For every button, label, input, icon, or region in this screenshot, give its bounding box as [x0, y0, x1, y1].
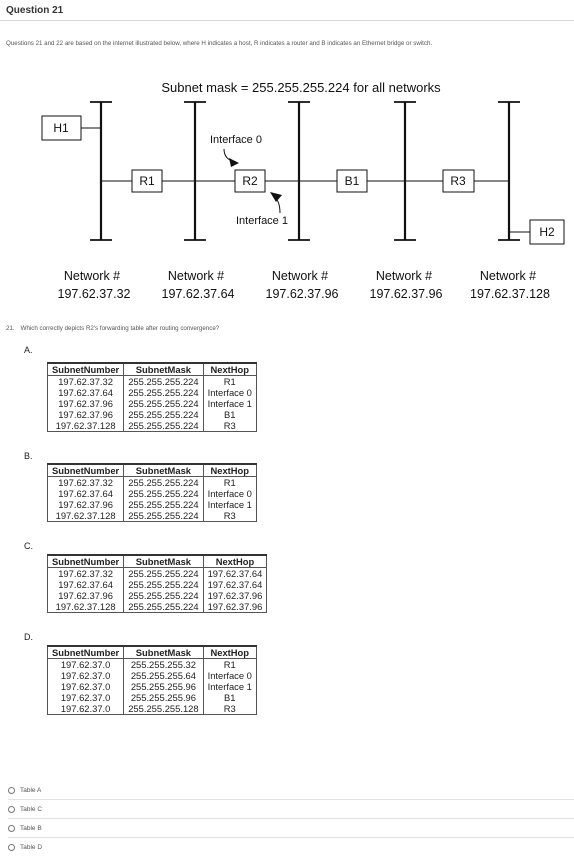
mask-cell: 255.255.255.224 — [124, 499, 203, 510]
table-header: SubnetNumber — [48, 555, 124, 568]
subnet-cell: 197.62.37.96 — [48, 409, 124, 420]
choice-table-d[interactable] — [8, 839, 568, 855]
title-divider — [0, 20, 574, 21]
mask-cell: 255.255.255.224 — [124, 420, 203, 432]
table-header: NextHop — [203, 464, 256, 477]
network-5-label: Network # — [479, 269, 537, 283]
question-intro: Questions 21 and 22 are based on the internet illustrated below, where H indicates a host, R indicates a router and B indicates an Ethernet bridge or switch. — [6, 40, 433, 47]
bridge-b1-label: B1 — [344, 174, 360, 188]
option-c-letter: C. — [24, 541, 33, 551]
interface-1-label: Interface 1 — [236, 215, 288, 227]
network-diagram — [0, 70, 574, 310]
mask-cell: 255.255.255.224 — [124, 398, 203, 409]
table-row — [48, 488, 257, 499]
interface-0-arrowhead — [229, 158, 239, 167]
nexthop-cell: Interface 1 — [207, 398, 252, 409]
table-header: NextHop — [203, 363, 256, 376]
table-header: SubnetMask — [124, 555, 203, 568]
mask-cell: 255.255.255.224 — [124, 568, 203, 580]
subnet-cell: 197.62.37.96 — [48, 398, 124, 409]
table-c — [47, 554, 267, 613]
table-header: SubnetMask — [124, 646, 203, 659]
table-row — [48, 579, 267, 590]
question-title: Question 21 — [6, 5, 64, 16]
option-d-letter: D. — [24, 632, 33, 642]
choice-label: Table D — [20, 843, 43, 851]
mask-cell: 255.255.255.224 — [124, 488, 203, 499]
question-prompt-text: Which correctly depicts R2's forwarding table after routing convergence? — [20, 325, 220, 332]
mask-cell: 255.255.255.224 — [124, 376, 203, 388]
network-2-label: Network # — [167, 269, 225, 283]
nexthop-cell: B1 — [224, 692, 236, 703]
nexthop-cell: B1 — [224, 409, 236, 420]
table-row — [48, 659, 257, 671]
table-row — [48, 398, 257, 409]
mask-cell: 255.255.255.224 — [124, 510, 203, 522]
table-header: SubnetMask — [124, 464, 203, 477]
interface-1-arrowhead — [270, 192, 282, 202]
table-row — [48, 703, 257, 715]
subnet-cell: 197.62.37.96 — [48, 590, 124, 601]
choice-table-b[interactable] — [8, 820, 568, 836]
choice-divider — [8, 837, 574, 838]
network-1-label: Network # — [63, 269, 121, 283]
subnet-cell: 197.62.37.96 — [48, 499, 124, 510]
table-header: NextHop — [203, 555, 267, 568]
subnet-cell: 197.62.37.64 — [48, 488, 124, 499]
choice-label: Table A — [20, 786, 42, 794]
choice-label: Table C — [20, 805, 43, 813]
mask-cell: 255.255.255.32 — [124, 659, 203, 671]
subnet-cell: 197.62.37.64 — [48, 579, 124, 590]
mask-cell: 255.255.255.224 — [124, 477, 203, 489]
mask-cell: 255.255.255.128 — [124, 703, 203, 715]
interface-0-label: Interface 0 — [210, 134, 262, 146]
nexthop-cell: R3 — [223, 703, 236, 714]
nexthop-cell: Interface 1 — [207, 499, 252, 510]
radio-icon[interactable] — [8, 825, 15, 832]
nexthop-cell: R3 — [223, 420, 236, 431]
router-r1-label: R1 — [139, 174, 155, 188]
nexthop-cell: R3 — [223, 510, 236, 521]
subnet-cell: 197.62.37.0 — [48, 703, 124, 715]
nexthop-cell: Interface 0 — [207, 387, 252, 398]
question-prompt — [6, 325, 219, 332]
choice-divider — [8, 799, 574, 800]
table-header: SubnetNumber — [48, 464, 124, 477]
table-row — [48, 376, 257, 388]
radio-icon[interactable] — [8, 806, 15, 813]
network-2-address: 197.62.37.64 — [161, 287, 235, 301]
subnet-cell: 197.62.37.64 — [48, 387, 124, 398]
table-header: SubnetNumber — [48, 646, 124, 659]
nexthop-cell: R1 — [223, 477, 236, 488]
table-row — [48, 590, 267, 601]
table-row — [48, 477, 257, 489]
subnet-cell: 197.62.37.32 — [48, 477, 124, 489]
nexthop-cell: 197.62.37.96 — [207, 590, 263, 601]
network-3-label: Network # — [271, 269, 329, 283]
mask-cell: 255.255.255.64 — [124, 670, 203, 681]
mask-cell: 255.255.255.224 — [124, 387, 203, 398]
nexthop-cell: 197.62.37.64 — [207, 579, 263, 590]
option-a-letter: A. — [24, 345, 33, 355]
choice-label: Table B — [20, 824, 42, 832]
table-row — [48, 692, 257, 703]
table-header: NextHop — [203, 646, 256, 659]
table-row — [48, 409, 257, 420]
nexthop-cell: R1 — [223, 659, 236, 670]
table-header: SubnetNumber — [48, 363, 124, 376]
network-5-address: 197.62.37.128 — [470, 287, 550, 301]
subnet-cell: 197.62.37.128 — [48, 420, 124, 432]
subnet-cell: 197.62.37.0 — [48, 681, 124, 692]
table-row — [48, 568, 267, 580]
network-1-address: 197.62.37.32 — [57, 287, 131, 301]
subnet-cell: 197.62.37.128 — [48, 510, 124, 522]
table-row — [48, 499, 257, 510]
table-row — [48, 387, 257, 398]
table-row — [48, 670, 257, 681]
subnet-cell: 197.62.37.0 — [48, 692, 124, 703]
network-4-label: Network # — [375, 269, 433, 283]
subnet-cell: 197.62.37.128 — [48, 601, 124, 613]
question-number: 21. — [6, 325, 15, 332]
subnet-cell: 197.62.37.32 — [48, 568, 124, 580]
host-h2-label: H2 — [539, 225, 555, 239]
nexthop-cell: Interface 1 — [207, 681, 252, 692]
option-b-letter: B. — [24, 451, 33, 461]
mask-cell: 255.255.255.96 — [124, 692, 203, 703]
subnet-cell: 197.62.37.0 — [48, 659, 124, 671]
nexthop-cell: 197.62.37.96 — [207, 601, 263, 612]
subnet-cell: 197.62.37.0 — [48, 670, 124, 681]
mask-cell: 255.255.255.224 — [124, 409, 203, 420]
table-row — [48, 681, 257, 692]
table-row — [48, 601, 267, 613]
nexthop-cell: Interface 0 — [207, 488, 252, 499]
table-b — [47, 463, 257, 522]
choice-table-c[interactable] — [8, 801, 568, 817]
network-3-address: 197.62.37.96 — [265, 287, 339, 301]
mask-cell: 255.255.255.224 — [124, 601, 203, 613]
router-r2-label: R2 — [242, 174, 258, 188]
table-row — [48, 510, 257, 522]
router-r3-label: R3 — [450, 174, 466, 188]
host-h1-label: H1 — [53, 121, 69, 135]
table-a — [47, 362, 257, 432]
table-d — [47, 645, 257, 715]
choice-divider — [8, 818, 574, 819]
choice-table-a[interactable] — [8, 782, 568, 798]
subnet-mask-caption: Subnet mask = 255.255.255.224 for all networks — [161, 80, 441, 95]
network-4-address: 197.62.37.96 — [369, 287, 443, 301]
table-header: SubnetMask — [124, 363, 203, 376]
table-row — [48, 420, 257, 432]
mask-cell: 255.255.255.224 — [124, 590, 203, 601]
nexthop-cell: Interface 0 — [207, 670, 252, 681]
mask-cell: 255.255.255.96 — [124, 681, 203, 692]
mask-cell: 255.255.255.224 — [124, 579, 203, 590]
nexthop-cell: 197.62.37.64 — [207, 568, 263, 579]
nexthop-cell: R1 — [223, 376, 236, 387]
radio-icon[interactable] — [8, 787, 15, 794]
radio-icon[interactable] — [8, 844, 15, 851]
subnet-cell: 197.62.37.32 — [48, 376, 124, 388]
